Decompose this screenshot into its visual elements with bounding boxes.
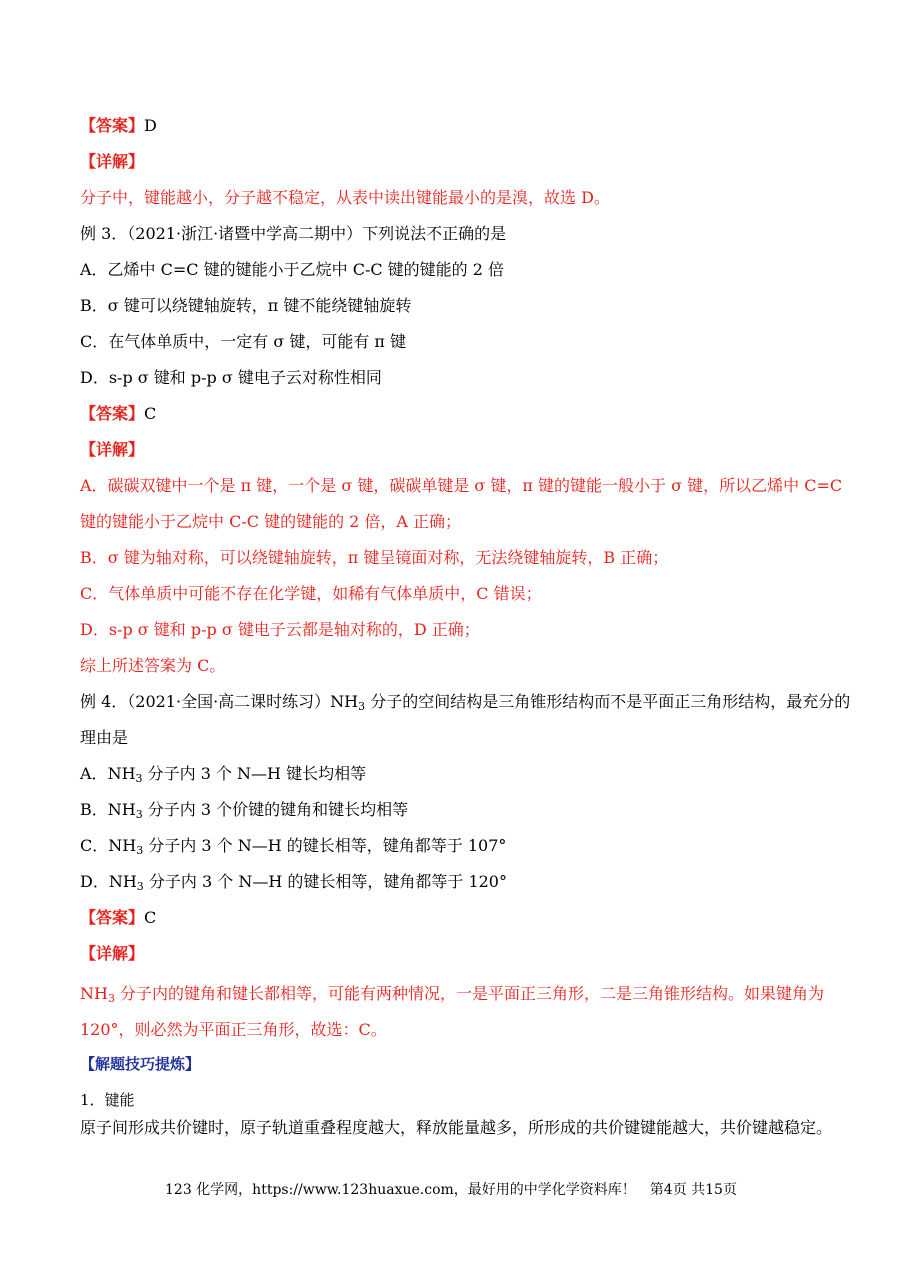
detail-line: B．σ 键为轴对称，可以绕键轴旋转，π 键呈镜面对称，无法绕键轴旋转，B 正确； <box>80 548 669 567</box>
option-b <box>80 798 408 822</box>
subscript: 3 <box>136 880 144 893</box>
answer-line <box>80 906 156 930</box>
formula: NH <box>107 764 136 783</box>
subscript: 3 <box>136 844 144 857</box>
stem-pre: 例 4．（2021·全国·高二课时练习）NH <box>80 692 359 711</box>
detail-line: C．气体单质中可能不存在化学键，如稀有气体单质中，C 错误； <box>80 584 542 603</box>
option-b: B．σ 键可以绕键轴旋转，π 键不能绕键轴旋转 <box>80 296 412 315</box>
detail-tag-line <box>80 150 144 174</box>
tip-text: 原子间形成共价键时，原子轨道重叠程度越大，释放能量越多，所形成的共价键键能越大，共价键越稳定。 <box>80 1118 833 1137</box>
option-d <box>80 870 507 894</box>
option-d: D．s-p σ 键和 p-p σ 键电子云对称性相同 <box>80 368 382 387</box>
detail-tag: 【详解】 <box>80 152 145 171</box>
detail-line: A．碳碳双键中一个是 π 键，一个是 σ 键，碳碳单键是 σ 键，π 键的键能一般小于 σ 键，所以乙烯中 C=C <box>80 476 843 495</box>
option-c <box>80 834 506 858</box>
answer-tag: 【答案】 <box>80 116 145 135</box>
detail-tag-line <box>80 438 144 462</box>
answer-line <box>80 114 157 138</box>
answer-line <box>80 402 156 426</box>
detail-text: 分子中，键能越小，分子越不稳定，从表中读出键能最小的是溴，故选 D。 <box>80 188 610 207</box>
stem-post: 分子的空间结构是三角锥形结构而不是平面正三角形结构，最充分的 <box>365 692 851 711</box>
option-text: 分子内 3 个价键的键角和键长均相等 <box>142 800 409 819</box>
answer-tag: 【答案】 <box>80 908 145 927</box>
option-a <box>80 762 366 786</box>
answer-value: C <box>144 404 157 423</box>
option-prefix: B． <box>80 800 108 819</box>
option-prefix: D． <box>80 872 109 891</box>
formula: NH <box>108 872 137 891</box>
option-a: A．乙烯中 C=C 键的键能小于乙烷中 C-C 键的键能的 2 倍 <box>80 260 505 279</box>
subscript: 3 <box>135 808 143 821</box>
detail-line <box>80 982 824 1006</box>
question-stem-line2: 理由是 <box>80 728 129 747</box>
detail-line: 综上所述答案为 C。 <box>80 656 226 675</box>
question-stem: 例 3．（2021·浙江·诸暨中学高二期中）下列说法不正确的是 <box>80 224 507 243</box>
detail-line: 键的键能小于乙烷中 C-C 键的键能的 2 倍，A 正确； <box>80 512 462 531</box>
question-stem <box>80 690 850 714</box>
section-title: 【解题技巧提炼】 <box>80 1055 201 1073</box>
formula: NH <box>108 836 137 855</box>
tip-heading: 1．键能 <box>80 1091 135 1109</box>
detail-text: 分子内的键角和键长都相等，可能有两种情况，一是平面正三角形，二是三角锥形结构。如果键角为 <box>114 984 825 1003</box>
detail-line: 120°，则必然为平面正三角形，故选：C。 <box>80 1020 387 1039</box>
detail-tag: 【详解】 <box>80 944 145 963</box>
subscript: 3 <box>358 700 366 713</box>
formula: NH <box>107 800 136 819</box>
subscript: 3 <box>135 772 143 785</box>
answer-value: C <box>144 908 157 927</box>
page-footer: 123 化学网，https://www.123huaxue.com，最好用的中学化学资料库！ 第4页 共15页 <box>165 1182 737 1198</box>
option-c: C．在气体单质中，一定有 σ 键，可能有 π 键 <box>80 332 407 351</box>
detail-tag-line <box>80 942 144 966</box>
option-text: 分子内 3 个 N—H 的键长相等，键角都等于 107° <box>143 836 507 855</box>
option-text: 分子内 3 个 N—H 的键长相等，键角都等于 120° <box>143 872 507 891</box>
option-prefix: C． <box>80 836 109 855</box>
detail-tag: 【详解】 <box>80 440 145 459</box>
answer-value: D <box>144 116 157 135</box>
formula: NH <box>80 984 108 1003</box>
option-prefix: A． <box>80 764 108 783</box>
answer-tag: 【答案】 <box>80 404 145 423</box>
option-text: 分子内 3 个 N—H 键长均相等 <box>142 764 367 783</box>
detail-line: D．s-p σ 键和 p-p σ 键电子云都是轴对称的，D 正确； <box>80 620 480 639</box>
subscript: 3 <box>107 992 115 1005</box>
